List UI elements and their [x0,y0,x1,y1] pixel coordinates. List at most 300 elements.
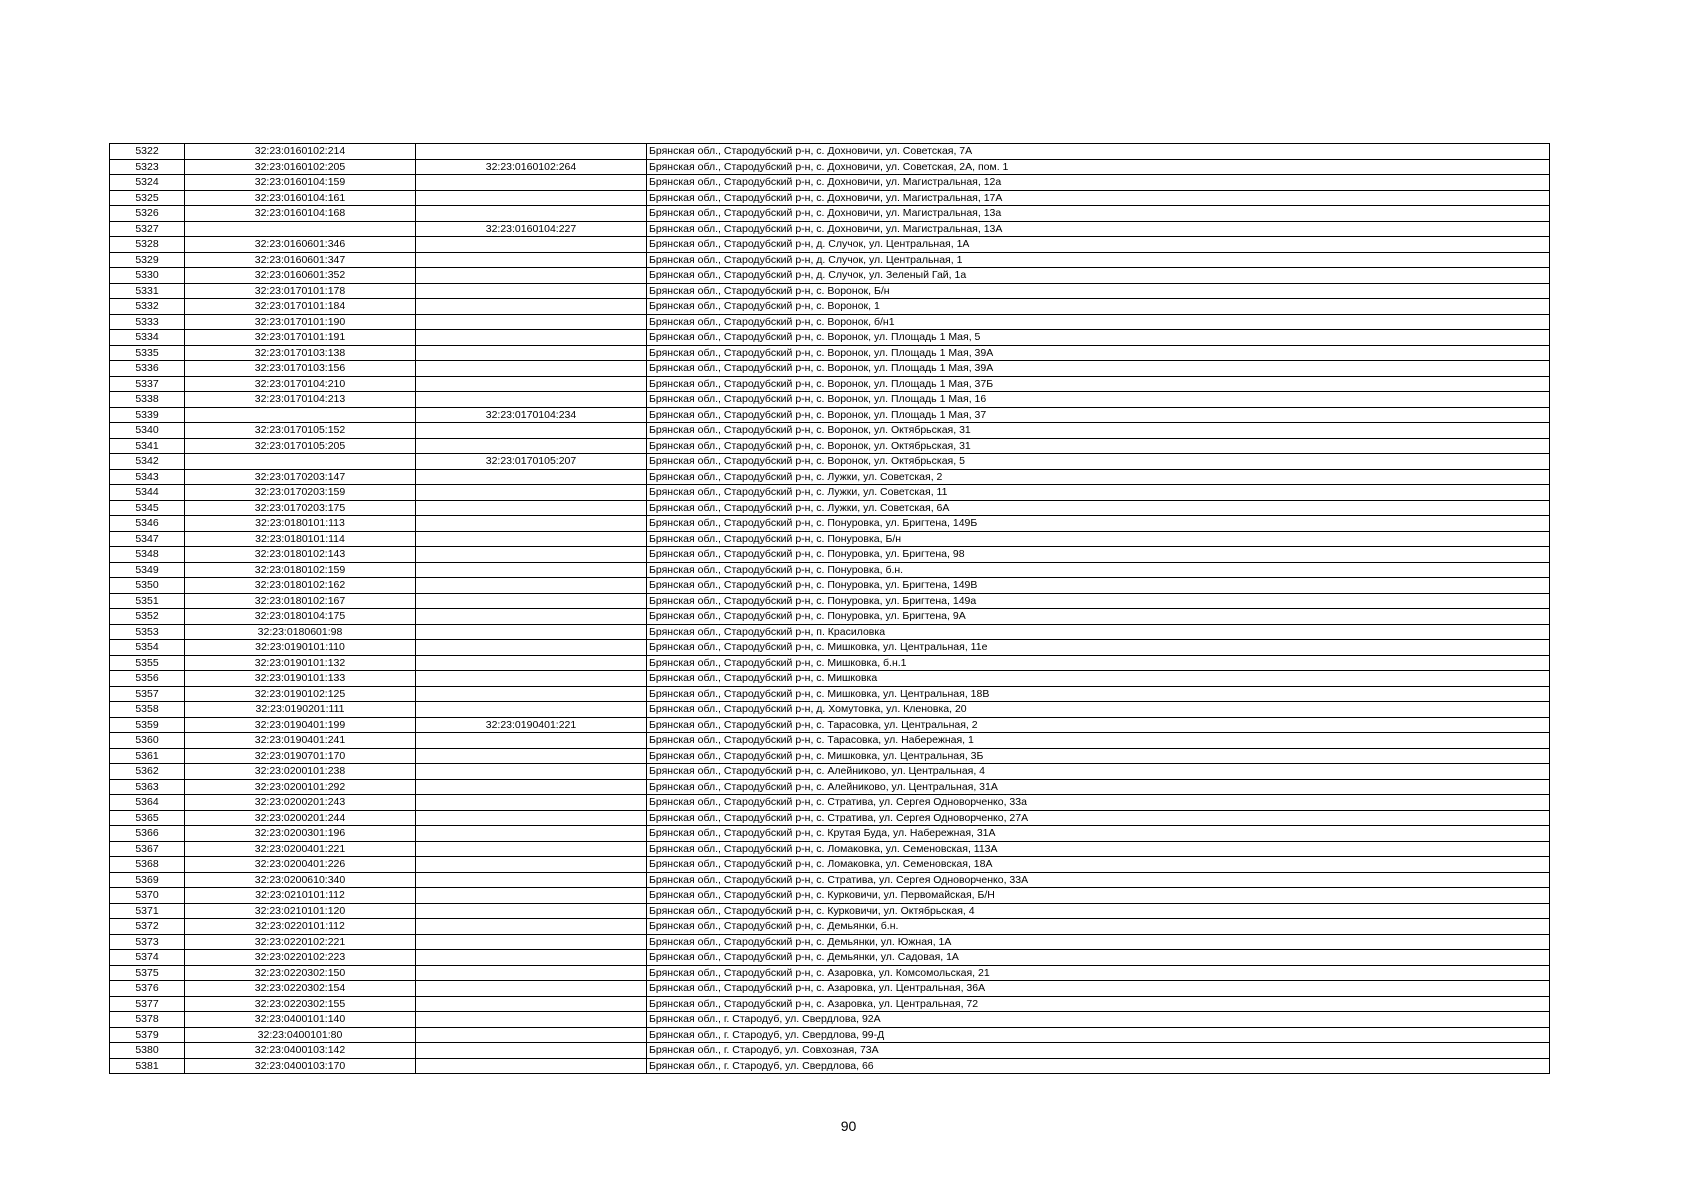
address-cell: Брянская обл., Стародубский р-н, с. Лужки, ул. Советская, 6А [647,500,1550,516]
second-cadastral-number-cell [416,934,647,950]
second-cadastral-number-cell [416,345,647,361]
address-cell: Брянская обл., Стародубский р-н, с. Стратива, ул. Сергея Одноворченко, 27А [647,810,1550,826]
table-row [110,190,1550,206]
row-number-cell: 5344 [110,485,185,501]
cadastral-number-cell: 32:23:0220101:112 [185,919,416,935]
row-number-cell: 5380 [110,1043,185,1059]
cadastral-number-cell: 32:23:0180102:159 [185,562,416,578]
table-row [110,919,1550,935]
cadastral-number-cell: 32:23:0190101:110 [185,640,416,656]
table-row [110,857,1550,873]
address-cell: Брянская обл., Стародубский р-н, с. Воронок, ул. Октябрьская, 31 [647,438,1550,454]
table-row [110,609,1550,625]
second-cadastral-number-cell [416,1012,647,1028]
cadastral-number-cell [185,454,416,470]
row-number-cell: 5324 [110,175,185,191]
cadastral-number-cell: 32:23:0200401:226 [185,857,416,873]
cadastral-number-cell: 32:23:0190401:241 [185,733,416,749]
row-number-cell: 5341 [110,438,185,454]
row-number-cell: 5327 [110,221,185,237]
row-number-cell: 5325 [110,190,185,206]
second-cadastral-number-cell [416,314,647,330]
cadastral-number-cell [185,407,416,423]
cadastral-number-cell: 32:23:0190401:199 [185,717,416,733]
address-cell: Брянская обл., Стародубский р-н, с. Мишковка, б.н.1 [647,655,1550,671]
table-row [110,655,1550,671]
cadastral-number-cell: 32:23:0170203:147 [185,469,416,485]
cadastral-number-cell: 32:23:0160102:205 [185,159,416,175]
row-number-cell: 5333 [110,314,185,330]
address-cell: Брянская обл., Стародубский р-н, с. Воронок, ул. Площадь 1 Мая, 5 [647,330,1550,346]
table-row [110,903,1550,919]
address-cell: Брянская обл., Стародубский р-н, с. Воронок, ул. Октябрьская, 5 [647,454,1550,470]
table-row [110,175,1550,191]
row-number-cell: 5358 [110,702,185,718]
second-cadastral-number-cell [416,609,647,625]
address-cell: Брянская обл., г. Стародуб, ул. Свердлова, 92А [647,1012,1550,1028]
address-cell: Брянская обл., Стародубский р-н, с. Дохновичи, ул. Советская, 2А, пом. 1 [647,159,1550,175]
address-cell: Брянская обл., Стародубский р-н, с. Понуровка, ул. Бригтена, 149Б [647,516,1550,532]
cadastral-number-cell: 32:23:0180101:114 [185,531,416,547]
address-cell: Брянская обл., Стародубский р-н, с. Лужки, ул. Советская, 11 [647,485,1550,501]
row-number-cell: 5364 [110,795,185,811]
second-cadastral-number-cell: 32:23:0160104:227 [416,221,647,237]
table-row [110,330,1550,346]
second-cadastral-number-cell [416,299,647,315]
row-number-cell: 5332 [110,299,185,315]
table-row [110,934,1550,950]
address-cell: Брянская обл., Стародубский р-н, с. Мишковка, ул. Центральная, 11е [647,640,1550,656]
address-cell: Брянская обл., Стародубский р-н, с. Дохновичи, ул. Магистральная, 12а [647,175,1550,191]
row-number-cell: 5322 [110,144,185,160]
address-cell: Брянская обл., Стародубский р-н, с. Мишковка, ул. Центральная, 3Б [647,748,1550,764]
cadastral-number-cell: 32:23:0210101:112 [185,888,416,904]
row-number-cell: 5328 [110,237,185,253]
cadastral-number-cell: 32:23:0200101:292 [185,779,416,795]
second-cadastral-number-cell [416,810,647,826]
cadastral-number-cell: 32:23:0200401:221 [185,841,416,857]
second-cadastral-number-cell [416,206,647,222]
table-row [110,159,1550,175]
row-number-cell: 5374 [110,950,185,966]
second-cadastral-number-cell [416,671,647,687]
second-cadastral-number-cell [416,283,647,299]
cadastral-number-cell [185,221,416,237]
address-cell: Брянская обл., Стародубский р-н, с. Алейниково, ул. Центральная, 31А [647,779,1550,795]
row-number-cell: 5376 [110,981,185,997]
address-cell: Брянская обл., Стародубский р-н, с. Демьянки, б.н. [647,919,1550,935]
second-cadastral-number-cell [416,795,647,811]
address-cell: Брянская обл., Стародубский р-н, с. Воронок, 1 [647,299,1550,315]
row-number-cell: 5369 [110,872,185,888]
cadastral-number-cell: 32:23:0180601:98 [185,624,416,640]
row-number-cell: 5346 [110,516,185,532]
cadastral-number-cell: 32:23:0200301:196 [185,826,416,842]
table-row [110,283,1550,299]
second-cadastral-number-cell [416,252,647,268]
table-row [110,624,1550,640]
address-cell: Брянская обл., г. Стародуб, ул. Свердлова, 66 [647,1058,1550,1074]
table-row [110,438,1550,454]
table-row [110,779,1550,795]
cadastral-number-cell: 32:23:0170101:191 [185,330,416,346]
row-number-cell: 5370 [110,888,185,904]
address-cell: Брянская обл., Стародубский р-н, с. Воронок, Б/н [647,283,1550,299]
table-row [110,345,1550,361]
table-row [110,996,1550,1012]
table-row [110,702,1550,718]
second-cadastral-number-cell [416,1043,647,1059]
table-row [110,888,1550,904]
table-row [110,392,1550,408]
second-cadastral-number-cell [416,779,647,795]
address-cell: Брянская обл., Стародубский р-н, с. Понуровка, ул. Бригтена, 9А [647,609,1550,625]
cadastral-number-cell: 32:23:0220102:221 [185,934,416,950]
cadastral-number-cell: 32:23:0400101:80 [185,1027,416,1043]
table-row [110,733,1550,749]
cadastral-number-cell: 32:23:0160601:347 [185,252,416,268]
cadastral-number-cell: 32:23:0170101:184 [185,299,416,315]
address-cell: Брянская обл., Стародубский р-н, с. Понуровка, б.н. [647,562,1550,578]
cadastral-number-cell: 32:23:0220302:155 [185,996,416,1012]
address-cell: Брянская обл., Стародубский р-н, с. Воронок, ул. Октябрьская, 31 [647,423,1550,439]
table-row [110,795,1550,811]
second-cadastral-number-cell [416,330,647,346]
row-number-cell: 5336 [110,361,185,377]
second-cadastral-number-cell [416,903,647,919]
table-row [110,206,1550,222]
second-cadastral-number-cell: 32:23:0160102:264 [416,159,647,175]
table-row [110,423,1550,439]
cadastral-number-cell: 32:23:0200101:238 [185,764,416,780]
row-number-cell: 5350 [110,578,185,594]
second-cadastral-number-cell [416,624,647,640]
row-number-cell: 5334 [110,330,185,346]
table-row [110,376,1550,392]
second-cadastral-number-cell [416,764,647,780]
address-cell: Брянская обл., Стародубский р-н, с. Азаровка, ул. Центральная, 72 [647,996,1550,1012]
address-cell: Брянская обл., Стародубский р-н, с. Курковичи, ул. Первомайская, Б/Н [647,888,1550,904]
address-cell: Брянская обл., Стародубский р-н, с. Стратива, ул. Сергея Одноворченко, 33а [647,795,1550,811]
table-row [110,578,1550,594]
address-cell: Брянская обл., Стародубский р-н, с. Ломаковка, ул. Семеновская, 18А [647,857,1550,873]
cadastral-number-cell: 32:23:0160601:346 [185,237,416,253]
table-row [110,299,1550,315]
row-number-cell: 5356 [110,671,185,687]
cadastral-number-cell: 32:23:0400103:142 [185,1043,416,1059]
second-cadastral-number-cell [416,996,647,1012]
row-number-cell: 5373 [110,934,185,950]
table-row [110,671,1550,687]
address-cell: Брянская обл., Стародубский р-н, с. Дохновичи, ул. Советская, 7А [647,144,1550,160]
row-number-cell: 5378 [110,1012,185,1028]
table-row [110,407,1550,423]
row-number-cell: 5377 [110,996,185,1012]
second-cadastral-number-cell [416,1058,647,1074]
row-number-cell: 5357 [110,686,185,702]
table-row [110,1012,1550,1028]
address-cell: Брянская обл., Стародубский р-н, с. Воронок, ул. Площадь 1 Мая, 16 [647,392,1550,408]
second-cadastral-number-cell [416,857,647,873]
address-cell: Брянская обл., Стародубский р-н, с. Мишковка [647,671,1550,687]
table-row [110,748,1550,764]
table-row [110,516,1550,532]
second-cadastral-number-cell [416,392,647,408]
row-number-cell: 5372 [110,919,185,935]
table-row [110,1058,1550,1074]
row-number-cell: 5340 [110,423,185,439]
address-cell: Брянская обл., Стародубский р-н, с. Воронок, ул. Площадь 1 Мая, 37 [647,407,1550,423]
address-cell: Брянская обл., Стародубский р-н, с. Тарасовка, ул. Центральная, 2 [647,717,1550,733]
address-cell: Брянская обл., г. Стародуб, ул. Совхозная, 73А [647,1043,1550,1059]
row-number-cell: 5375 [110,965,185,981]
second-cadastral-number-cell [416,686,647,702]
address-cell: Брянская обл., Стародубский р-н, с. Лужки, ул. Советская, 2 [647,469,1550,485]
table-row [110,314,1550,330]
second-cadastral-number-cell [416,965,647,981]
address-cell: Брянская обл., Стародубский р-н, с. Дохновичи, ул. Магистральная, 17А [647,190,1550,206]
cadastral-number-cell: 32:23:0220102:223 [185,950,416,966]
cadastral-number-cell: 32:23:0160104:159 [185,175,416,191]
cadastral-number-cell: 32:23:0170203:175 [185,500,416,516]
second-cadastral-number-cell [416,655,647,671]
cadastral-number-cell: 32:23:0190101:133 [185,671,416,687]
second-cadastral-number-cell [416,531,647,547]
address-cell: Брянская обл., Стародубский р-н, с. Понуровка, ул. Бригтена, 149а [647,593,1550,609]
row-number-cell: 5331 [110,283,185,299]
row-number-cell: 5323 [110,159,185,175]
address-cell: Брянская обл., Стародубский р-н, с. Понуровка, ул. Бригтена, 149В [647,578,1550,594]
second-cadastral-number-cell [416,361,647,377]
address-cell: Брянская обл., Стародубский р-н, с. Стратива, ул. Сергея Одноворченко, 33А [647,872,1550,888]
address-cell: Брянская обл., Стародубский р-н, с. Воронок, ул. Площадь 1 Мая, 39А [647,361,1550,377]
cadastral-number-cell: 32:23:0170101:178 [185,283,416,299]
cadastral-number-cell: 32:23:0170104:210 [185,376,416,392]
cadastral-number-cell: 32:23:0170103:156 [185,361,416,377]
cadastral-number-cell: 32:23:0200610:340 [185,872,416,888]
table-row [110,485,1550,501]
row-number-cell: 5345 [110,500,185,516]
address-cell: Брянская обл., Стародубский р-н, с. Азаровка, ул. Центральная, 36А [647,981,1550,997]
second-cadastral-number-cell [416,376,647,392]
row-number-cell: 5353 [110,624,185,640]
table-row [110,469,1550,485]
address-cell: Брянская обл., Стародубский р-н, д. Случок, ул. Центральная, 1А [647,237,1550,253]
address-cell: Брянская обл., Стародубский р-н, с. Демьянки, ул. Южная, 1А [647,934,1550,950]
cadastral-number-cell: 32:23:0190102:125 [185,686,416,702]
cadastral-number-cell: 32:23:0190201:111 [185,702,416,718]
second-cadastral-number-cell [416,733,647,749]
row-number-cell: 5339 [110,407,185,423]
second-cadastral-number-cell [416,516,647,532]
address-cell: Брянская обл., Стародубский р-н, с. Воронок, б/н1 [647,314,1550,330]
row-number-cell: 5367 [110,841,185,857]
second-cadastral-number-cell [416,981,647,997]
address-cell: Брянская обл., Стародубский р-н, с. Дохновичи, ул. Магистральная, 13а [647,206,1550,222]
row-number-cell: 5326 [110,206,185,222]
second-cadastral-number-cell [416,841,647,857]
row-number-cell: 5366 [110,826,185,842]
row-number-cell: 5360 [110,733,185,749]
cadastral-number-cell: 32:23:0190101:132 [185,655,416,671]
table-row [110,965,1550,981]
table-row [110,872,1550,888]
row-number-cell: 5348 [110,547,185,563]
cadastral-number-cell: 32:23:0180102:167 [185,593,416,609]
second-cadastral-number-cell [416,423,647,439]
table-row [110,717,1550,733]
second-cadastral-number-cell [416,950,647,966]
address-cell: Брянская обл., Стародубский р-н, п. Красиловка [647,624,1550,640]
table-row [110,547,1550,563]
row-number-cell: 5363 [110,779,185,795]
row-number-cell: 5343 [110,469,185,485]
cadastral-number-cell: 32:23:0170105:205 [185,438,416,454]
address-cell: Брянская обл., Стародубский р-н, д. Случок, ул. Зеленый Гай, 1а [647,268,1550,284]
row-number-cell: 5368 [110,857,185,873]
second-cadastral-number-cell [416,578,647,594]
row-number-cell: 5351 [110,593,185,609]
cadastral-number-cell: 32:23:0180102:143 [185,547,416,563]
table-row [110,237,1550,253]
cadastral-number-cell: 32:23:0210101:120 [185,903,416,919]
cadastral-number-cell: 32:23:0180101:113 [185,516,416,532]
second-cadastral-number-cell: 32:23:0190401:221 [416,717,647,733]
cadastral-number-cell: 32:23:0220302:154 [185,981,416,997]
cadastral-number-cell: 32:23:0180102:162 [185,578,416,594]
cadastral-number-cell: 32:23:0170103:138 [185,345,416,361]
cadastral-number-cell: 32:23:0190701:170 [185,748,416,764]
address-cell: Брянская обл., Стародубский р-н, д. Хомутовка, ул. Кленовка, 20 [647,702,1550,718]
second-cadastral-number-cell [416,872,647,888]
cadastral-number-cell: 32:23:0400101:140 [185,1012,416,1028]
second-cadastral-number-cell [416,144,647,160]
table-row [110,500,1550,516]
second-cadastral-number-cell [416,919,647,935]
cadastral-number-cell: 32:23:0160601:352 [185,268,416,284]
row-number-cell: 5379 [110,1027,185,1043]
cadastral-number-cell: 32:23:0170203:159 [185,485,416,501]
address-cell: Брянская обл., Стародубский р-н, с. Алейниково, ул. Центральная, 4 [647,764,1550,780]
cadastral-number-cell: 32:23:0160104:168 [185,206,416,222]
table-row [110,686,1550,702]
second-cadastral-number-cell [416,826,647,842]
cadastral-number-cell: 32:23:0160104:161 [185,190,416,206]
row-number-cell: 5338 [110,392,185,408]
table-row [110,950,1550,966]
table-row [110,361,1550,377]
address-cell: Брянская обл., Стародубский р-н, с. Курковичи, ул. Октябрьская, 4 [647,903,1550,919]
second-cadastral-number-cell [416,500,647,516]
page-number: 90 [840,1118,857,1134]
table-row [110,562,1550,578]
row-number-cell: 5381 [110,1058,185,1074]
address-cell: Брянская обл., Стародубский р-н, с. Дохновичи, ул. Магистральная, 13А [647,221,1550,237]
row-number-cell: 5329 [110,252,185,268]
address-cell: Брянская обл., Стародубский р-н, с. Крутая Буда, ул. Набережная, 31А [647,826,1550,842]
second-cadastral-number-cell [416,1027,647,1043]
second-cadastral-number-cell [416,547,647,563]
row-number-cell: 5335 [110,345,185,361]
registry-table-body [110,144,1550,1074]
row-number-cell: 5359 [110,717,185,733]
cadastral-number-cell: 32:23:0400103:170 [185,1058,416,1074]
table-row [110,981,1550,997]
cadastral-number-cell: 32:23:0180104:175 [185,609,416,625]
cadastral-number-cell: 32:23:0200201:244 [185,810,416,826]
second-cadastral-number-cell [416,562,647,578]
table-row [110,268,1550,284]
address-cell: Брянская обл., Стародубский р-н, с. Мишковка, ул. Центральная, 18В [647,686,1550,702]
row-number-cell: 5354 [110,640,185,656]
second-cadastral-number-cell: 32:23:0170105:207 [416,454,647,470]
table-row [110,810,1550,826]
address-cell: Брянская обл., Стародубский р-н, с. Ломаковка, ул. Семеновская, 113А [647,841,1550,857]
row-number-cell: 5365 [110,810,185,826]
second-cadastral-number-cell [416,190,647,206]
registry-table [109,143,1550,1074]
second-cadastral-number-cell: 32:23:0170104:234 [416,407,647,423]
table-row [110,764,1550,780]
second-cadastral-number-cell [416,237,647,253]
table-row [110,531,1550,547]
address-cell: Брянская обл., Стародубский р-н, с. Воронок, ул. Площадь 1 Мая, 39А [647,345,1550,361]
row-number-cell: 5362 [110,764,185,780]
address-cell: Брянская обл., Стародубский р-н, с. Азаровка, ул. Комсомольская, 21 [647,965,1550,981]
cadastral-number-cell: 32:23:0170101:190 [185,314,416,330]
cadastral-number-cell: 32:23:0160102:214 [185,144,416,160]
second-cadastral-number-cell [416,640,647,656]
table-row [110,1043,1550,1059]
second-cadastral-number-cell [416,268,647,284]
second-cadastral-number-cell [416,593,647,609]
cadastral-number-cell: 32:23:0220302:150 [185,965,416,981]
second-cadastral-number-cell [416,469,647,485]
address-cell: Брянская обл., Стародубский р-н, с. Воронок, ул. Площадь 1 Мая, 37Б [647,376,1550,392]
second-cadastral-number-cell [416,888,647,904]
row-number-cell: 5330 [110,268,185,284]
table-row [110,144,1550,160]
table-row [110,1027,1550,1043]
row-number-cell: 5352 [110,609,185,625]
row-number-cell: 5349 [110,562,185,578]
table-row [110,252,1550,268]
table-row [110,841,1550,857]
cadastral-number-cell: 32:23:0200201:243 [185,795,416,811]
second-cadastral-number-cell [416,175,647,191]
cadastral-number-cell: 32:23:0170104:213 [185,392,416,408]
table-row [110,454,1550,470]
second-cadastral-number-cell [416,748,647,764]
second-cadastral-number-cell [416,485,647,501]
row-number-cell: 5361 [110,748,185,764]
address-cell: Брянская обл., г. Стародуб, ул. Свердлова, 99-Д [647,1027,1550,1043]
table-row [110,826,1550,842]
address-cell: Брянская обл., Стародубский р-н, с. Понуровка, Б/н [647,531,1550,547]
row-number-cell: 5371 [110,903,185,919]
second-cadastral-number-cell [416,438,647,454]
address-cell: Брянская обл., Стародубский р-н, с. Тарасовка, ул. Набережная, 1 [647,733,1550,749]
second-cadastral-number-cell [416,702,647,718]
table-row [110,593,1550,609]
row-number-cell: 5337 [110,376,185,392]
row-number-cell: 5347 [110,531,185,547]
address-cell: Брянская обл., Стародубский р-н, д. Случок, ул. Центральная, 1 [647,252,1550,268]
table-row [110,221,1550,237]
table-row [110,640,1550,656]
address-cell: Брянская обл., Стародубский р-н, с. Демьянки, ул. Садовая, 1А [647,950,1550,966]
address-cell: Брянская обл., Стародубский р-н, с. Понуровка, ул. Бригтена, 98 [647,547,1550,563]
